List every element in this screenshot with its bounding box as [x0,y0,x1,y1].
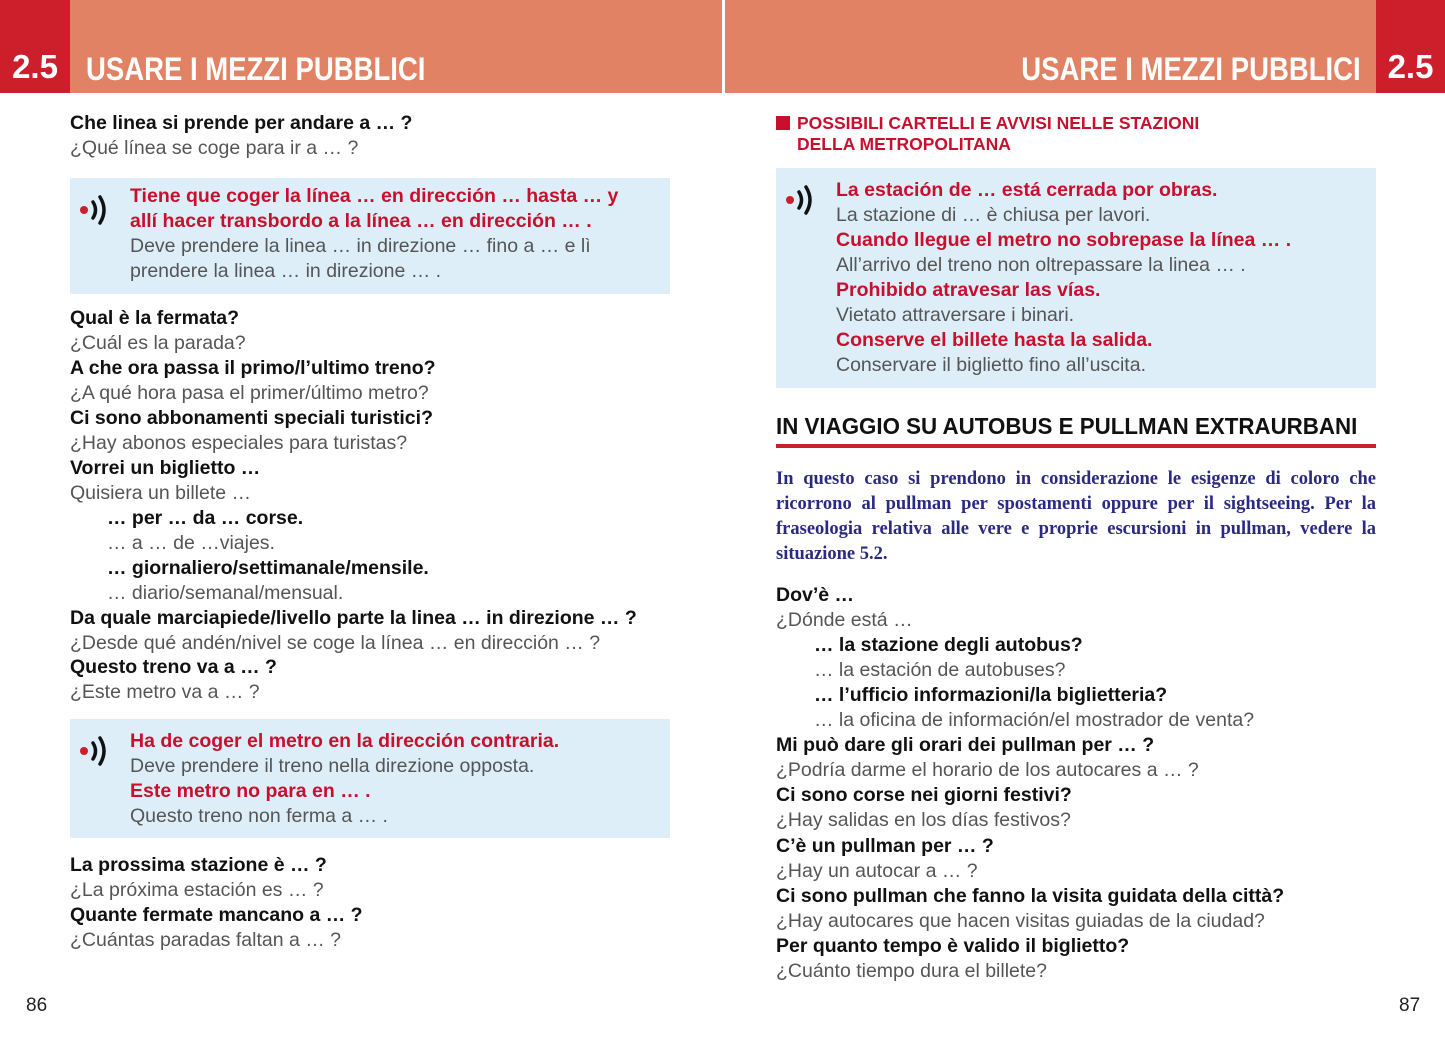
phrase-italian: A che ora passa il primo/l’ultimo treno? [70,357,436,379]
phrase-spanish-sub: … la estación de autobuses? [814,659,1066,681]
page-gutter [722,0,725,93]
section-title: IN VIAGGIO SU AUTOBUS E PULLMAN EXTRAURBANI [776,413,1358,439]
phrase-italian: La prossima stazione è … ? [70,854,327,876]
phrase-italian: Che linea si prende per andare a … ? [70,112,413,134]
phrase-spanish: ¿La próxima estación es … ? [70,879,324,901]
phrase-spanish: ¿Desde qué andén/nivel se coge la línea … en dirección … ? [70,632,601,654]
phrase-spanish: ¿Hay salidas en los días festivos? [776,809,1071,831]
phrase-italian-sub: … per … da … corse. [107,507,304,529]
box-phrase-italian: Questo treno non ferma a … . [130,805,388,827]
phrase-spanish: ¿Hay un autocar a … ? [776,860,978,882]
box-phrase-italian: Deve prendere la linea … in direzione … fino a … e lì [130,235,591,257]
phrase-italian: Questo treno va a … ? [70,656,277,678]
subsection-heading-line2: DELLA METROPOLITANA [797,134,1011,154]
box-phrase-italian: prendere la linea … in direzione … . [130,260,442,282]
phrase-spanish: Quisiera un billete … [70,482,252,504]
phrase-italian: Quante fermate mancano a … ? [70,904,363,926]
speaker-audio-icon [76,731,116,771]
page-number-left: 86 [26,995,48,1016]
box-phrase-italian: La stazione di … è chiusa per lavori. [836,204,1151,226]
red-square-bullet-icon [776,116,790,130]
phrase-italian: C’è un pullman per … ? [776,835,994,857]
phrase-spanish: ¿Dónde está … [776,609,913,631]
header-title-right: USARE I MEZZI PUBBLICI [1021,51,1361,87]
section-badge-left: 2.5 [0,0,70,93]
phrase-italian: Ci sono pullman che fanno la visita guidata della città? [776,885,1285,907]
section-intro: In questo caso si prendono in considerazione le esigenze di coloro che ricorrono al pullman per spostamenti oppure per il sightseeing. Per la fraseologia relativa alle vere e proprie escursioni in pullman, vedere la situazione 5.2. [776,469,1376,564]
speaker-audio-icon [782,180,822,220]
phrase-italian-sub: … la stazione degli autobus? [814,634,1083,656]
phrase-spanish: ¿Hay abonos especiales para turistas? [70,432,408,454]
phrase-italian: Vorrei un biglietto … [70,457,261,479]
header-title-left: USARE I MEZZI PUBBLICI [86,51,426,87]
box-phrase-spanish: Tiene que coger la línea … en dirección … hasta … y [130,185,619,207]
subsection-heading [776,113,1199,155]
phrase-spanish: ¿Hay autocares que hacen visitas guiadas de la ciudad? [776,910,1265,932]
box-phrase-spanish: allí hacer transbordo a la línea … en dirección … . [130,210,592,232]
phrase-spanish-sub: … diario/semanal/mensual. [107,582,344,604]
phrase-italian: Qual è la fermata? [70,307,240,329]
section-badge-right: 2.5 [1376,0,1445,93]
phrase-italian: Mi può dare gli orari dei pullman per … ? [776,734,1155,756]
phrase-spanish: ¿Cuántas paradas faltan a … ? [70,929,341,951]
box-phrase-italian: All’arrivo del treno non oltrepassare la linea … . [836,254,1246,276]
phrase-spanish-sub: … la oficina de información/el mostrador de venta? [814,709,1255,731]
box-phrase-italian: Conservare il biglietto fino all’uscita. [836,354,1146,376]
phrase-italian-sub: … l’ufficio informazioni/la biglietteria? [814,684,1168,706]
subsection-heading-line1: POSSIBILI CARTELLI E AVVISI NELLE STAZIONI [797,113,1200,133]
box-phrase-italian: Deve prendere il treno nella direzione opposta. [130,755,535,777]
phrase-spanish: ¿A qué hora pasa el primer/último metro? [70,382,429,404]
phrase-spanish: ¿Cuál es la parada? [70,332,246,354]
phrase-spanish: ¿Podría darme el horario de los autocares a … ? [776,759,1199,781]
section-title-rule [776,444,1376,448]
phrase-italian-sub: … giornaliero/settimanale/mensile. [107,557,429,579]
box-phrase-spanish: Este metro no para en … . [130,780,371,802]
speaker-audio-icon [76,190,116,230]
page-number-right: 87 [1399,995,1421,1016]
box-phrase-spanish: Prohibido atravesar las vías. [836,279,1101,301]
phrase-spanish: ¿Cuánto tiempo dura el billete? [776,960,1047,982]
box-phrase-italian: Vietato attraversare i binari. [836,304,1075,326]
phrase-italian: Ci sono abbonamenti speciali turistici? [70,407,433,429]
phrase-spanish: ¿Qué línea se coge para ir a … ? [70,137,359,159]
box-phrase-spanish: La estación de … está cerrada por obras. [836,179,1218,201]
box-phrase-spanish: Cuando llegue el metro no sobrepase la línea … . [836,229,1292,251]
phrase-italian: Da quale marciapiede/livello parte la linea … in direzione … ? [70,607,637,629]
box-phrase-spanish: Conserve el billete hasta la salida. [836,329,1153,351]
phrase-italian: Dov’è … [776,584,855,606]
box-phrase-spanish: Ha de coger el metro en la dirección contraria. [130,730,560,752]
phrase-italian: Ci sono corse nei giorni festivi? [776,784,1072,806]
phrase-italian: Per quanto tempo è valido il biglietto? [776,935,1130,957]
phrase-spanish-sub: … a … de …viajes. [107,532,275,554]
phrase-spanish: ¿Este metro va a … ? [70,681,260,703]
